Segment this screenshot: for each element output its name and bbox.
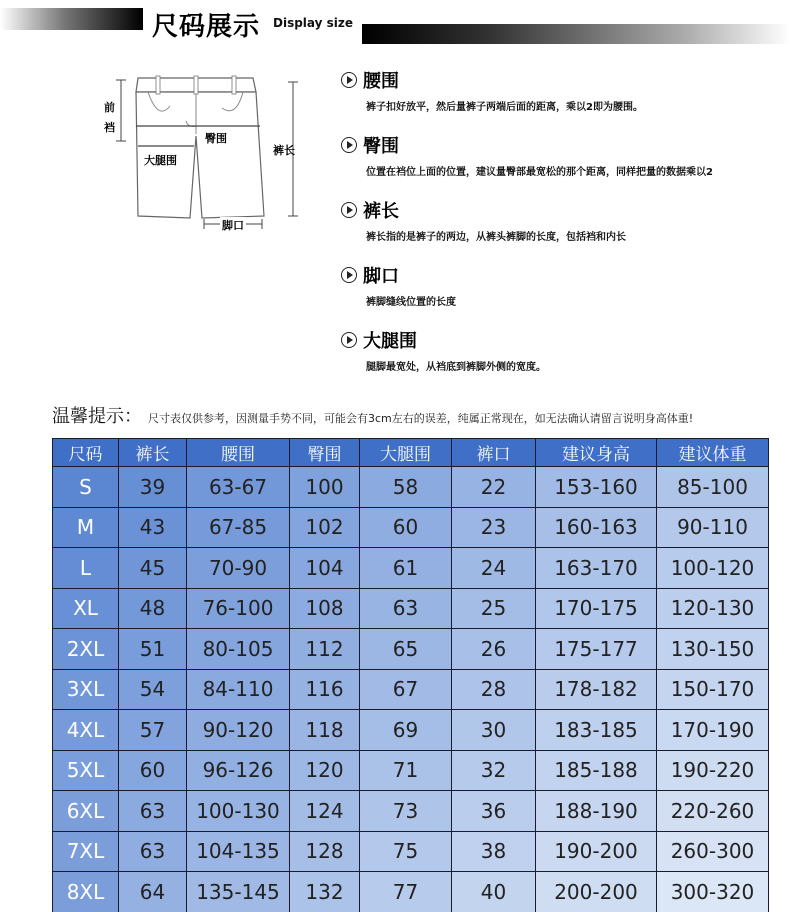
size-cell: 7XL [53,831,119,872]
tip-label: 温馨提示： [52,406,142,427]
table-cell: 188-190 [536,791,657,832]
size-cell: 4XL [53,710,119,751]
size-cell: S [53,467,119,508]
table-cell: 60 [119,750,187,791]
definition-waist [341,66,781,131]
table-cell: 102 [290,507,360,548]
table-cell: 61 [360,548,452,589]
table-cell: 80-105 [187,629,290,670]
table-cell: 100-130 [187,791,290,832]
table-cell: 26 [452,629,536,670]
table-cell: 32 [452,750,536,791]
table-row [53,629,769,670]
table-cell: 300-320 [657,872,769,912]
table-cell: 96-126 [187,750,290,791]
table-row [53,831,769,872]
play-circle-icon [341,267,357,283]
definition-hem [341,261,781,326]
table-cell: 84-110 [187,669,290,710]
table-cell: 220-260 [657,791,769,832]
table-row [53,507,769,548]
play-circle-icon [341,72,357,88]
table-cell: 58 [360,467,452,508]
table-cell: 163-170 [536,548,657,589]
table-cell: 153-160 [536,467,657,508]
table-row [53,669,769,710]
size-cell: 8XL [53,872,119,912]
table-cell: 23 [452,507,536,548]
definition-desc: 腿脚最宽处，从裆底到裤脚外侧的宽度。 [366,362,546,373]
table-cell: 90-110 [657,507,769,548]
header-gradient-bar-left [0,8,143,30]
pants-measurement-diagram [98,66,313,241]
table-cell: 170-175 [536,588,657,629]
table-cell: 183-185 [536,710,657,751]
page-subtitle: Display size [273,16,354,30]
table-cell: 30 [452,710,536,751]
table-cell: 118 [290,710,360,751]
table-cell: 63 [360,588,452,629]
table-cell: 120-130 [657,588,769,629]
definition-desc: 裤子扣好放平，然后量裤子两端后面的距离，乘以2即为腰围。 [366,102,643,113]
size-cell: 2XL [53,629,119,670]
column-header: 裤长 [119,439,187,467]
definition-thigh [341,326,781,391]
definition-title: 腰围 [363,71,399,92]
table-cell: 100 [290,467,360,508]
play-circle-icon [341,202,357,218]
table-cell: 178-182 [536,669,657,710]
table-cell: 175-177 [536,629,657,670]
table-cell: 190-200 [536,831,657,872]
table-cell: 63 [119,791,187,832]
definition-length [341,196,781,261]
table-cell: 130-150 [657,629,769,670]
table-cell: 200-200 [536,872,657,912]
table-cell: 135-145 [187,872,290,912]
size-cell: 3XL [53,669,119,710]
table-cell: 24 [452,548,536,589]
table-cell: 260-300 [657,831,769,872]
table-row [53,710,769,751]
definition-title: 裤长 [363,201,399,222]
column-header: 建议体重 [657,439,769,467]
table-cell: 28 [452,669,536,710]
size-chart-table [52,438,768,912]
table-cell: 108 [290,588,360,629]
definition-hip [341,131,781,196]
label-thigh: 大腿围 [144,154,177,167]
definition-title: 脚口 [363,266,399,287]
size-cell: M [53,507,119,548]
table-cell: 38 [452,831,536,872]
column-header: 大腿围 [360,439,452,467]
table-row [53,791,769,832]
table-cell: 150-170 [657,669,769,710]
table-cell: 76-100 [187,588,290,629]
label-hip: 臀围 [205,132,227,145]
table-cell: 75 [360,831,452,872]
definition-desc: 裤脚缝线位置的长度 [366,297,456,308]
label-rise: 前 裆 [104,101,115,134]
table-cell: 85-100 [657,467,769,508]
size-cell: L [53,548,119,589]
table-cell: 54 [119,669,187,710]
table-cell: 40 [452,872,536,912]
table-row [53,588,769,629]
label-hem: 脚口 [222,219,244,232]
table-cell: 63-67 [187,467,290,508]
table-cell: 70-90 [187,548,290,589]
definition-desc: 位置在裆位上面的位置，建议量臀部最宽松的那个距离，同样把量的数据乘以2 [366,167,713,178]
table-cell: 104-135 [187,831,290,872]
table-cell: 124 [290,791,360,832]
header-gradient-bar-right [362,24,790,44]
column-header: 裤口 [452,439,536,467]
table-cell: 71 [360,750,452,791]
table-cell: 39 [119,467,187,508]
table-cell: 25 [452,588,536,629]
table-cell: 128 [290,831,360,872]
table-cell: 77 [360,872,452,912]
table-cell: 67 [360,669,452,710]
page-title: 尺码展示 [152,12,261,42]
measurement-definitions [341,66,781,391]
column-header: 臀围 [290,439,360,467]
table-cell: 22 [452,467,536,508]
size-cell: XL [53,588,119,629]
size-tip [52,402,693,428]
table-header-row [53,439,769,467]
definition-desc: 裤长指的是裤子的两边，从裤头裤脚的长度，包括裆和内长 [366,232,626,243]
table-cell: 60 [360,507,452,548]
table-cell: 112 [290,629,360,670]
column-header: 腰围 [187,439,290,467]
table-cell: 185-188 [536,750,657,791]
size-cell: 5XL [53,750,119,791]
table-row [53,548,769,589]
label-length: 裤长 [273,144,295,157]
table-cell: 64 [119,872,187,912]
table-row [53,872,769,912]
table-cell: 63 [119,831,187,872]
table-cell: 65 [360,629,452,670]
column-header: 尺码 [53,439,119,467]
table-cell: 90-120 [187,710,290,751]
definition-title: 臀围 [363,136,399,157]
table-cell: 57 [119,710,187,751]
table-cell: 36 [452,791,536,832]
table-cell: 116 [290,669,360,710]
table-cell: 100-120 [657,548,769,589]
table-cell: 43 [119,507,187,548]
table-cell: 73 [360,791,452,832]
table-cell: 120 [290,750,360,791]
tip-text: 尺寸表仅供参考，因测量手势不同，可能会有3cm左右的误差，纯属正常现在，如无法确认请留言说明身高体重! [148,412,694,425]
table-cell: 48 [119,588,187,629]
table-row [53,467,769,508]
column-header: 建议身高 [536,439,657,467]
table-cell: 51 [119,629,187,670]
table-cell: 67-85 [187,507,290,548]
table-cell: 104 [290,548,360,589]
table-cell: 160-163 [536,507,657,548]
size-cell: 6XL [53,791,119,832]
table-body [53,467,769,912]
play-circle-icon [341,332,357,348]
play-circle-icon [341,137,357,153]
table-cell: 69 [360,710,452,751]
table-cell: 190-220 [657,750,769,791]
table-cell: 45 [119,548,187,589]
definition-title: 大腿围 [363,331,417,352]
table-row [53,750,769,791]
table-cell: 132 [290,872,360,912]
table-cell: 170-190 [657,710,769,751]
